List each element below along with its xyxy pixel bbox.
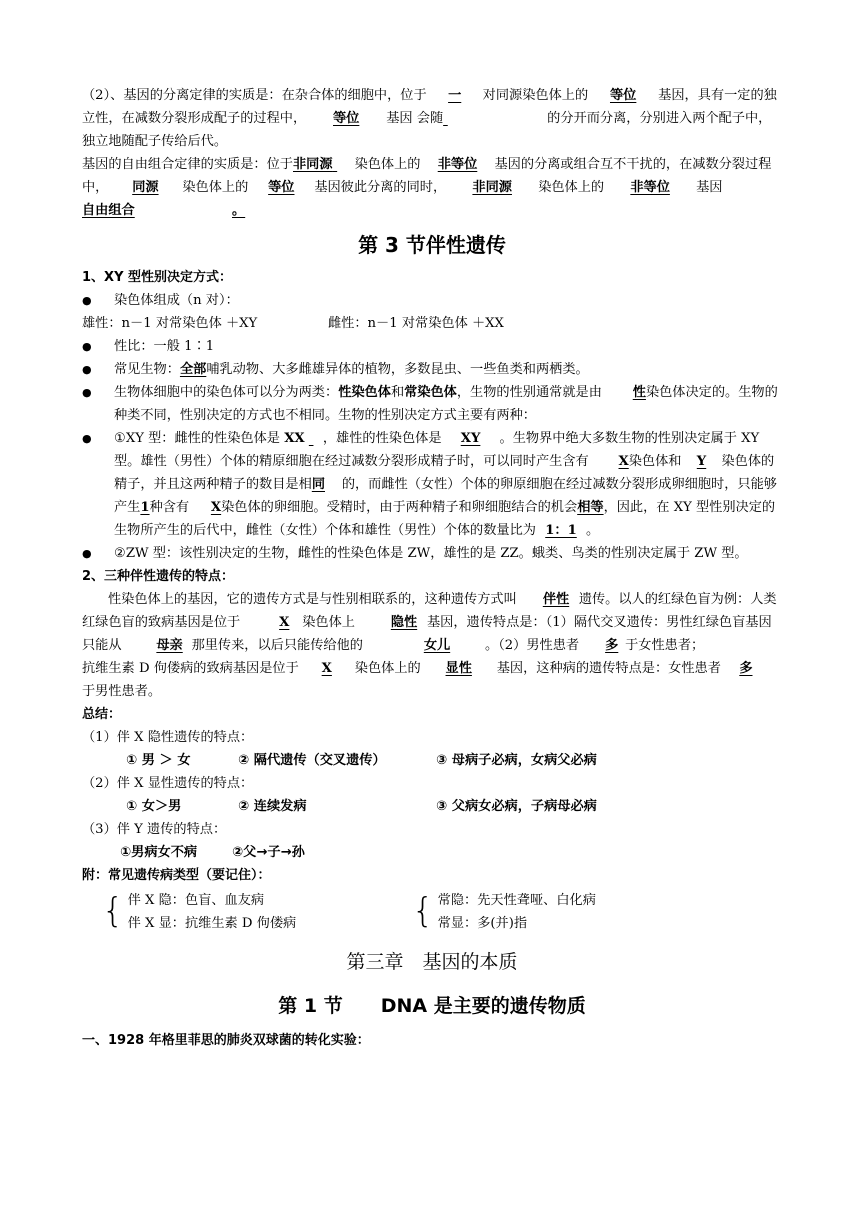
- xy-bullet-zw-type: ● ②ZW 型：该性别决定的生物，雌性的性染色体是 ZW，雄性的是 ZZ。蛾类、鸟类的性别决定属于 ZW 型。: [82, 542, 782, 565]
- xy-bullet-xy-type: ● ①XY 型：雌性的性染色体是 XX ，雄性的性染色体是 XY 。生物界中绝大多数生物的性别决定属于 XY 型。雄性（男性）个体的精原细胞在经过减数分裂形成精子时，可以同时产生含有 X染色体和 Y 染色体的精子，并且这两种精子的数目是相同 的，而雌性（女性）个体的卵原细胞在经过减数分裂形成卵细胞时，只能够产生1种含有 X染色体的卵细胞。受精时，由于两种精子和卵细胞结合的机会相等，因此，在 XY 型性别决定的生物所产生的后代中，雌性（女性）个体和雄性（男性）个体的数量比为 1：1 。: [82, 427, 782, 542]
- summary-s2: （2）伴 X 显性遗传的特点：: [82, 776, 254, 791]
- summary-s1: （1）伴 X 隐性遗传的特点：: [82, 730, 254, 745]
- xy-male-female-line: 雄性：n－1 对常染色体 ＋XY 雌性：n－1 对常染色体 ＋XX: [82, 316, 504, 331]
- xy-bullet-composition: ● 染色体组成（n 对）：: [82, 289, 782, 312]
- xy-heading: 1、XY 型性别决定方式：: [82, 270, 233, 285]
- left-brace-icon: {: [412, 891, 434, 931]
- blank-allele: 等位: [609, 88, 637, 103]
- summary-heading: 总结：: [82, 707, 122, 722]
- appendix-heading: 附：常见遗传病类型（要记住）：: [82, 868, 271, 883]
- griffith-heading: 一、1928 年格里菲思的肺炎双球菌的转化实验：: [82, 1033, 370, 1048]
- summary-s3: （3）伴 Y 遗传的特点：: [82, 822, 227, 837]
- appendix-table: [82, 889, 782, 935]
- segregation-law-paragraph: （2）、基因的分离定律的实质是：在杂合体的细胞中，位于 一 对同源染色体上的 等位 基因，具有一定的独立性，在减数分裂形成配子的过程中， 等位 基因 会随 的分开而分离，分别进入两个配子中，独立地随配子传给后代。: [82, 84, 782, 153]
- summary-s3-items: ①男病女不病 ②父→子→孙: [120, 845, 305, 860]
- appendix-sex-linked-group: { 伴 X 隐：色盲、血友病 伴 X 显：抗维生素 D 佝偻病: [102, 889, 352, 935]
- blank-one: 一: [448, 88, 462, 103]
- rickets-paragraph: 抗维生素 D 佝偻病的致病基因是位于 X 染色体上的 显性 基因，这种病的遗传特点是：女性患者 多于男性患者。: [82, 661, 753, 699]
- xy-bullet-ratio: ● 性比：一般 1∶1: [82, 335, 782, 358]
- independent-assortment-paragraph: 基因的自由组合定律的实质是：位于非同源 染色体上的 非等位 基因的分离或组合互不干扰的，在减数分裂过程中， 同源 染色体上的 等位 基因彼此分离的同时， 非同源 染色体上的 非等位 基因自由组合 。: [82, 157, 772, 218]
- left-brace-icon: {: [102, 891, 124, 931]
- section-title-dna: 第 1 节 DNA 是主要的遗传物质: [278, 995, 586, 1017]
- appendix-autosomal-group: { 常隐：先天性聋哑、白化病 常显：多(并)指: [412, 889, 596, 935]
- colorblind-paragraph: 性染色体上的基因，它的遗传方式是与性别相联系的，这种遗传方式叫 伴性 遗传。以人的红绿色盲为例：人类红绿色盲的致病基因是位于 X 染色体上 隐性 基因，遗传特点是：（1）隔代交叉遗传：男性红绿色盲基因只能从 母亲 那里传来，以后只能传给他的 女儿 。（2）男性患者 多 于女性患者；: [82, 592, 777, 653]
- blank-empty: [443, 107, 547, 130]
- chapter-title: 第三章 基因的本质: [346, 951, 518, 973]
- summary-s1-items: ① 男 ＞ 女 ② 隔代遗传（交叉遗传） ③ 母病子必病，女病父必病: [126, 753, 597, 768]
- three-types-heading: 2、三种伴性遗传的特点：: [82, 569, 235, 584]
- section-title-sex-linked: 第 3 节伴性遗传: [358, 233, 506, 257]
- xy-bullet-organisms: ● 常见生物：全部哺乳动物、大多雌雄异体的植物，多数昆虫、一些鱼类和两栖类。: [82, 358, 782, 381]
- summary-s2-items: ① 女＞男 ② 连续发病 ③ 父病女必病，子病母必病: [126, 799, 597, 814]
- document-page: [82, 84, 782, 1052]
- xy-bullet-chromosome-types: ● 生物体细胞中的染色体可以分为两类：性染色体和常染色体，生物的性别通常就是由 性染色体决定的。生物的种类不同，性别决定的方式也不相同。生物的性别决定方式主要有两种：: [82, 381, 782, 427]
- blank-allele-2: 等位: [333, 111, 360, 126]
